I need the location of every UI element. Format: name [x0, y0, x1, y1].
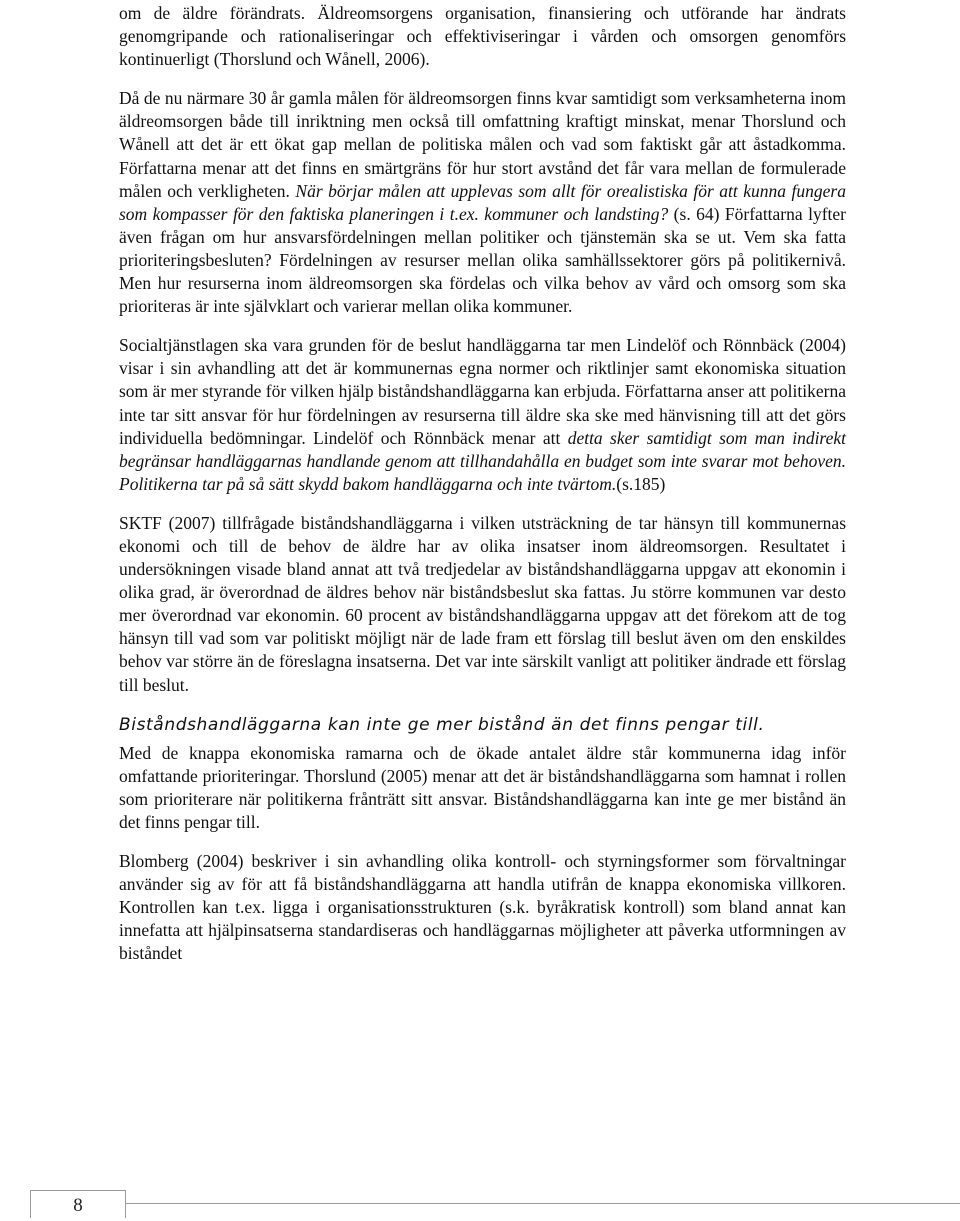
body-text-after-heading	[119, 742, 846, 966]
footer-rule	[126, 1203, 960, 1204]
page-number: 8	[30, 1190, 126, 1218]
paragraph-p3	[119, 334, 846, 496]
text-segment: Blomberg (2004) beskriver i sin avhandling olika kontroll- och styrningsformer som förvaltningar använder sig av för att få biståndshandläggarna att handla utifrån de knappa ekonomiska villkoren. Kontrollen kan t.ex. ligga i organisationsstrukturen (s.k. byråkratisk kontroll) som bland annat kan innefatta att hjälpinsatserna standardiseras och handläggarnas möjligheter att påverka utformningen av biståndet	[119, 851, 846, 964]
text-segment: SKTF (2007) tillfrågade biståndshandläggarna i vilken utsträckning de tar hänsyn till kommunernas ekonomi och till de behov de äldre har av olika insatser inom äldreomsorgen. Resultatet i undersökningen visade bland annat att två tredjedelar av biståndshandläggarna uppgav att ekonomin i olika grad, är överordnad de äldres behov när biståndsbeslut ska fattas. Ju större kommunen var desto mer överordnad var ekonomin. 60 procent av biståndshandläggarna uppgav att det förekom att de tog hänsyn till vad som var politiskt möjligt när de lade fram ett förslag till beslut även om den enskildes behov var större än de föreslagna insatserna. Det var inte särskilt vanligt att politiker ändrade ett förslag till beslut.	[119, 512, 846, 695]
quotation-text: detta sker samtidigt som man indirekt begränsar handläggarnas handlande genom att tillhandahålla en budget som inte svarar mot behoven. Politikerna tar på så sätt skydd bakom handläggarna och inte tvärtom.	[119, 427, 846, 494]
body-text-before-heading	[119, 2, 846, 697]
page-footer	[0, 1190, 960, 1218]
text-segment: (s.185)	[616, 473, 666, 494]
quotation-text: När börjar målen att upplevas som allt för orealistiska för att kunna fungera som kompasser för den faktiska planeringen i t.ex. kommuner och landsting?	[119, 180, 846, 224]
text-segment: (s. 64) Författarna lyfter även frågan om hur ansvarsfördelningen mellan politiker och tjänstemän ska se ut. Vem ska fatta prioriteringsbesluten? Fördelningen av resurser mellan olika samhällssektorer görs på politikernivå. Men hur resurserna inom äldreomsorgen ska fördelas och vilka behov av vård och omsorg som ska prioriteras är inte självklart och varierar mellan olika kommuner.	[119, 203, 846, 317]
paragraph-p1	[119, 2, 846, 71]
section-heading: Biståndshandläggarna kan inte ge mer bistånd än det finns pengar till.	[119, 714, 765, 735]
text-segment: Socialtjänstlagen ska vara grunden för de beslut handläggarna tar men Lindelöf och Rönnbäck (2004) visar i sin avhandling att det är kommunernas egna normer och riktlinjer samt ekonomiska situation som är mer styrande för vilken hjälp biståndshandläggarna kan erbjuda. Författarna anser att politikerna inte tar sitt ansvar för hur fördelningen av resurserna till äldre ska ske med hänvisning till att det görs individuella bedömningar. Lindelöf och Rönnbäck menar att	[119, 335, 846, 448]
text-segment: om de äldre förändrats. Äldreomsorgens organisation, finansiering och utförande har ändrats genomgripande och rationaliseringar och effektiviseringar i vården och omsorgen genomförs kontinuerligt (Thorslund och Wånell, 2006).	[119, 3, 846, 70]
paragraph-p5	[119, 742, 846, 834]
paragraph-p6	[119, 850, 846, 965]
paragraph-p4	[119, 512, 846, 697]
paragraph-p2	[119, 87, 846, 318]
text-segment: Med de knappa ekonomiska ramarna och de ökade antalet äldre står kommunerna idag inför omfattande prioriteringar. Thorslund (2005) menar att det är biståndshandläggarna som hamnat i rollen som prioriterare när politikerna frånträtt sitt ansvar. Biståndshandläggarna kan inte ge mer bistånd än det finns pengar till.	[119, 742, 846, 832]
document-page	[119, 2, 846, 965]
text-segment: Då de nu närmare 30 år gamla målen för äldreomsorgen finns kvar samtidigt som verksamheterna inom äldreomsorgen både till inriktning men också till omfattning kraftigt minskat, menar Thorslund och Wånell att det är ett ökat gap mellan de politiska målen och vad som faktiskt går att åstadkomma. Författarna menar att det finns en smärtgräns för hur stort avstånd det får vara mellan de formulerade målen och verkligheten.	[119, 88, 846, 201]
